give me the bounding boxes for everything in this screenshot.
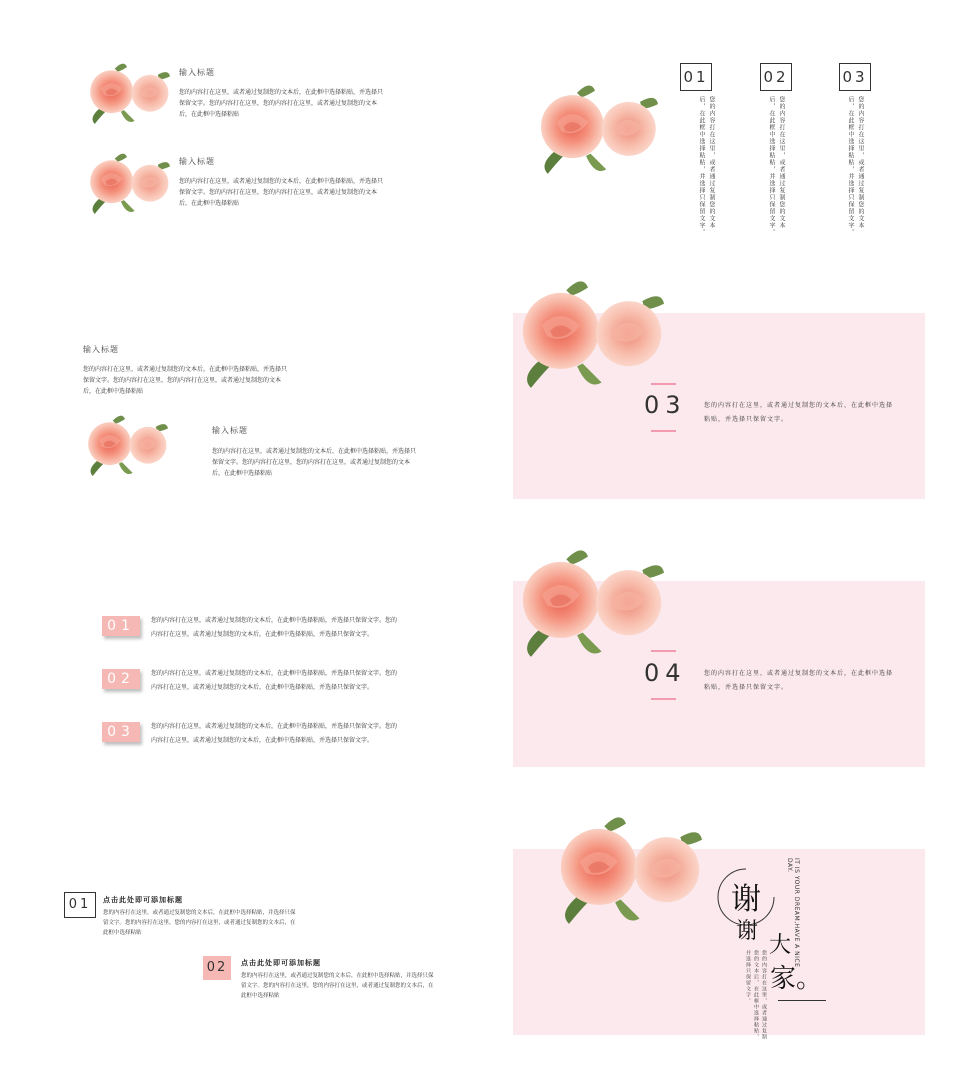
- column-number: 03: [839, 63, 871, 91]
- item-body: 您的内容打在这里，或者通过复制您的文本后，在此框中选择粘贴，并选择只保留文字。您的内容打在这里，您的内容打在这里，或者通过复制您的文本后，在此框中选择粘贴: [179, 178, 384, 207]
- rose-image: [84, 58, 170, 130]
- item-number: 01: [64, 892, 96, 918]
- underline: [778, 1000, 826, 1001]
- rose-image: [82, 410, 168, 482]
- divider: [651, 383, 676, 385]
- item-title: 输入标题: [179, 68, 215, 77]
- item-body: 您的内容打在这里，或者通过复制您的文本后，在此框中选择粘贴，并选择只保留文字。您的内容打在这里，您的内容打在这里，或者通过复制您的文本后，在此框中选择粘贴: [83, 366, 288, 395]
- thanks-char: 大: [769, 933, 792, 958]
- divider: [651, 650, 676, 652]
- item-title: 输入标题: [179, 157, 215, 166]
- section-text: 您的内容打在这里，或者通过复制您的文本后，在此框中选择粘贴，并选择只保留文字。: [704, 402, 894, 423]
- row-number: 01: [102, 616, 140, 636]
- section-text: 您的内容打在这里，或者通过复制您的文本后，在此框中选择粘贴，并选择只保留文字。: [704, 670, 894, 691]
- row-text: 您的内容打在这里，或者通过复制您的文本后，在此框中选择粘贴，并选择只保留文字。您的内容打在这里，或者通过复制您的文本后，在此框中选择粘贴，并选择只保留文字。: [151, 670, 398, 691]
- item-body: 您的内容打在这里，或者通过复制您的文本后，在此框中选择粘贴，并选择只保留文字。您的内容打在这里，您的内容打在这里，或者通过复制您的文本后，在此框中选择粘贴: [103, 910, 296, 936]
- thanks-char: 谢: [731, 882, 761, 917]
- thanks-text: 您的内容打在这里，或者通过复制您的文本后，在此框中选择粘贴，并选择只保留文字。: [745, 950, 767, 1040]
- rose-image: [512, 276, 664, 394]
- item-title: 点击此处即可添加标题: [103, 895, 183, 904]
- column-number: 02: [760, 63, 792, 91]
- row-text: 您的内容打在这里，或者通过复制您的文本后，在此框中选择粘贴，并选择只保留文字。您的内容打在这里，或者通过复制您的文本后，在此框中选择粘贴，并选择只保留文字。: [151, 723, 398, 744]
- rose-image: [532, 80, 658, 180]
- divider: [651, 698, 676, 700]
- row-number: 03: [102, 722, 140, 742]
- thanks-char: 谢: [736, 919, 759, 944]
- english-tagline: IT IS YOUR DREAM,HAVE A NICE DAY.: [786, 858, 800, 968]
- column-number: 01: [680, 63, 712, 91]
- row-text: 您的内容打在这里，或者通过复制您的文本后，在此框中选择粘贴，并选择只保留文字。您的内容打在这里，或者通过复制您的文本后，在此框中选择粘贴，并选择只保留文字。: [151, 617, 398, 638]
- item-body: 您的内容打在这里，或者通过复制您的文本后，在此框中选择粘贴，并选择只保留文字。您的内容打在这里，您的内容打在这里，或者通过复制您的文本后，在此框中选择粘贴: [179, 89, 384, 118]
- section-number: 03: [644, 391, 687, 419]
- row-number: 02: [102, 669, 140, 689]
- divider: [651, 430, 676, 432]
- column-text: 您的内容打在这里，或者通过复制您的文本后，在此框中选择粘贴，并选择只保留文字。: [847, 96, 864, 236]
- item-title: 输入标题: [212, 426, 248, 435]
- item-body: 您的内容打在这里，或者通过复制您的文本后，在此框中选择粘贴，并选择只保留文字。您的内容打在这里，您的内容打在这里，或者通过复制您的文本后，在此框中选择粘贴: [241, 973, 434, 999]
- rose-image: [84, 148, 170, 220]
- section-number: 04: [644, 659, 687, 687]
- rose-image: [512, 545, 664, 663]
- column-text: 您的内容打在这里，或者通过复制您的文本后，在此框中选择粘贴，并选择只保留文字。: [698, 96, 715, 236]
- rose-image: [550, 812, 702, 930]
- thanks-char: 家。: [770, 964, 823, 994]
- item-body: 您的内容打在这里，或者通过复制您的文本后，在此框中选择粘贴，并选择只保留文字。您的内容打在这里，您的内容打在这里，或者通过复制您的文本后，在此框中选择粘贴: [212, 448, 417, 477]
- column-text: 您的内容打在这里，或者通过复制您的文本后，在此框中选择粘贴，并选择只保留文字。: [768, 96, 785, 236]
- item-title: 输入标题: [83, 345, 119, 354]
- item-title: 点击此处即可添加标题: [241, 958, 321, 967]
- item-number: 02: [203, 956, 231, 980]
